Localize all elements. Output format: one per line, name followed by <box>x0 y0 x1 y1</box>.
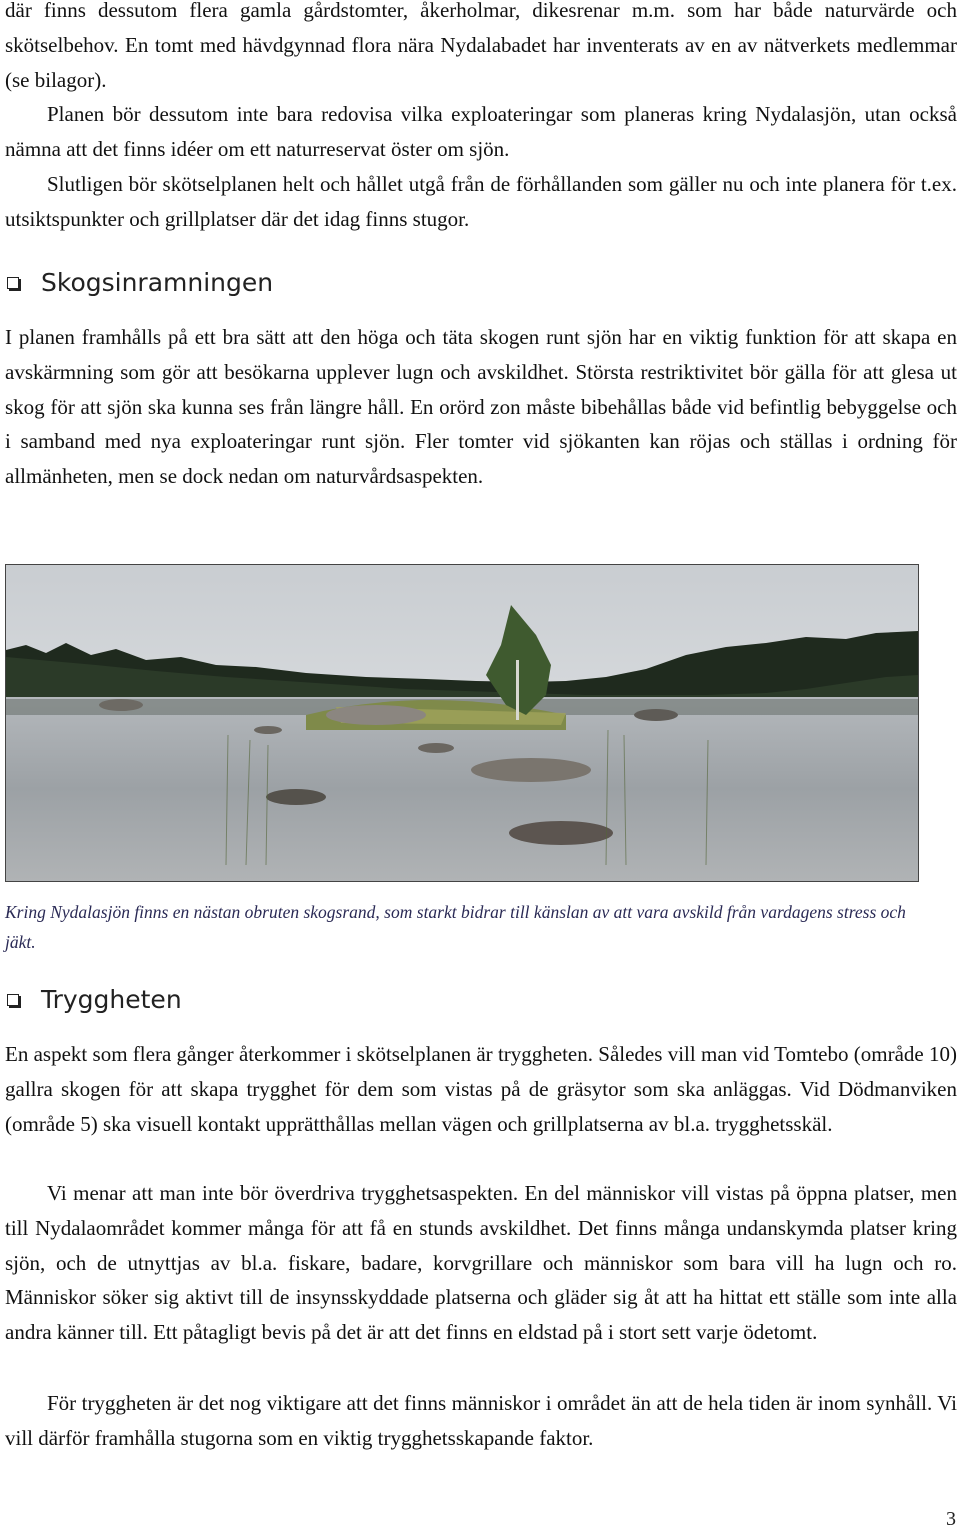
section2-paragraph-2: Vi menar att man inte bör överdriva trygghetsaspekten. En del människor vill vistas på öppna platser, men till Nydalaområdet kommer många för att få en stunds avskildhet. Det finns många undanskymda platser kring sjön, och de utnyttjas av bl.a. fiskare, badare, korvgrillare och människor som bara vill ha lugn och ro. Människor söker sig aktivt till de insynsskyddade platserna och gläder sig åt att ha hittat ett ställe som inte alla andra känner till. Ett påtagligt bevis på det är att det finns en eldstad på i stort sett varje ödetomt. <box>5 1181 957 1345</box>
section-heading-text: Skogsinramningen <box>41 268 274 297</box>
photo-caption: Kring Nydalasjön finns en nästan obruten skogsrand, som starkt bidrar till känslan av att vara avskild från vardagens stress och jäkt. <box>5 902 906 952</box>
checkbox-bullet-icon <box>7 994 19 1006</box>
section-heading-text: Tryggheten <box>41 985 182 1014</box>
section2-paragraph-1: En aspekt som flera gånger återkommer i skötselplanen är tryggheten. Således vill man vid Tomtebo (område 10) gallra skogen för att skapa trygghet för dem som vistas på de gräsytor som ska anläggas. Vid Dödmanviken (område 5) ska visuell kontakt upprätthållas mellan vägen och grillplatserna av bl.a. trygghetsskäl. <box>5 1042 957 1136</box>
section-heading-tryggheten <box>5 985 182 1014</box>
page-number: 3 <box>946 1508 956 1530</box>
section1-body: I planen framhålls på ett bra sätt att den höga och täta skogen runt sjön har en viktig funktion för att skapa en avskärmning som gör att besökarna upplever lugn och avskildhet. Största restriktivitet bör gälla för att glesa ut skog för att sjön ska kunna ses från längre håll. En orörd zon måste bibehållas både vid befintlig bebyggelse och i samband med nya exploateringar runt sjön. Fler tomter vid sjökanten kan röjas och ställas i ordning för allmänheten, men se dock nedan om naturvårdsaspekten. <box>5 325 957 489</box>
checkbox-bullet-icon <box>7 277 19 289</box>
intro-paragraph-3: Slutligen bör skötselplanen helt och hållet utgå från de förhållanden som gäller nu och inte planera för t.ex. utsiktspunkter och grillplatser där det idag finns stugor. <box>5 172 957 231</box>
intro-paragraph: där finns dessutom flera gamla gårdstomter, åkerholmar, dikesrenar m.m. som har både naturvärde och skötselbehov. En tomt med hävdgynnad flora nära Nydalabadet har inventerats av en av nätverkets medlemmar (se bilagor). <box>5 0 957 92</box>
lake-photo <box>5 564 919 882</box>
intro-paragraph-2: Planen bör dessutom inte bara redovisa vilka exploateringar som planeras kring Nydalasjön, utan också nämna att det finns idéer om ett naturreservat öster om sjön. <box>5 102 957 161</box>
section2-paragraph-3: För tryggheten är det nog viktigare att det finns människor i området än att de hela tiden är inom synhåll. Vi vill därför framhålla stugorna som en viktig trygghetsskapande faktor. <box>5 1391 957 1450</box>
section-heading-skogsinramningen <box>5 268 273 297</box>
